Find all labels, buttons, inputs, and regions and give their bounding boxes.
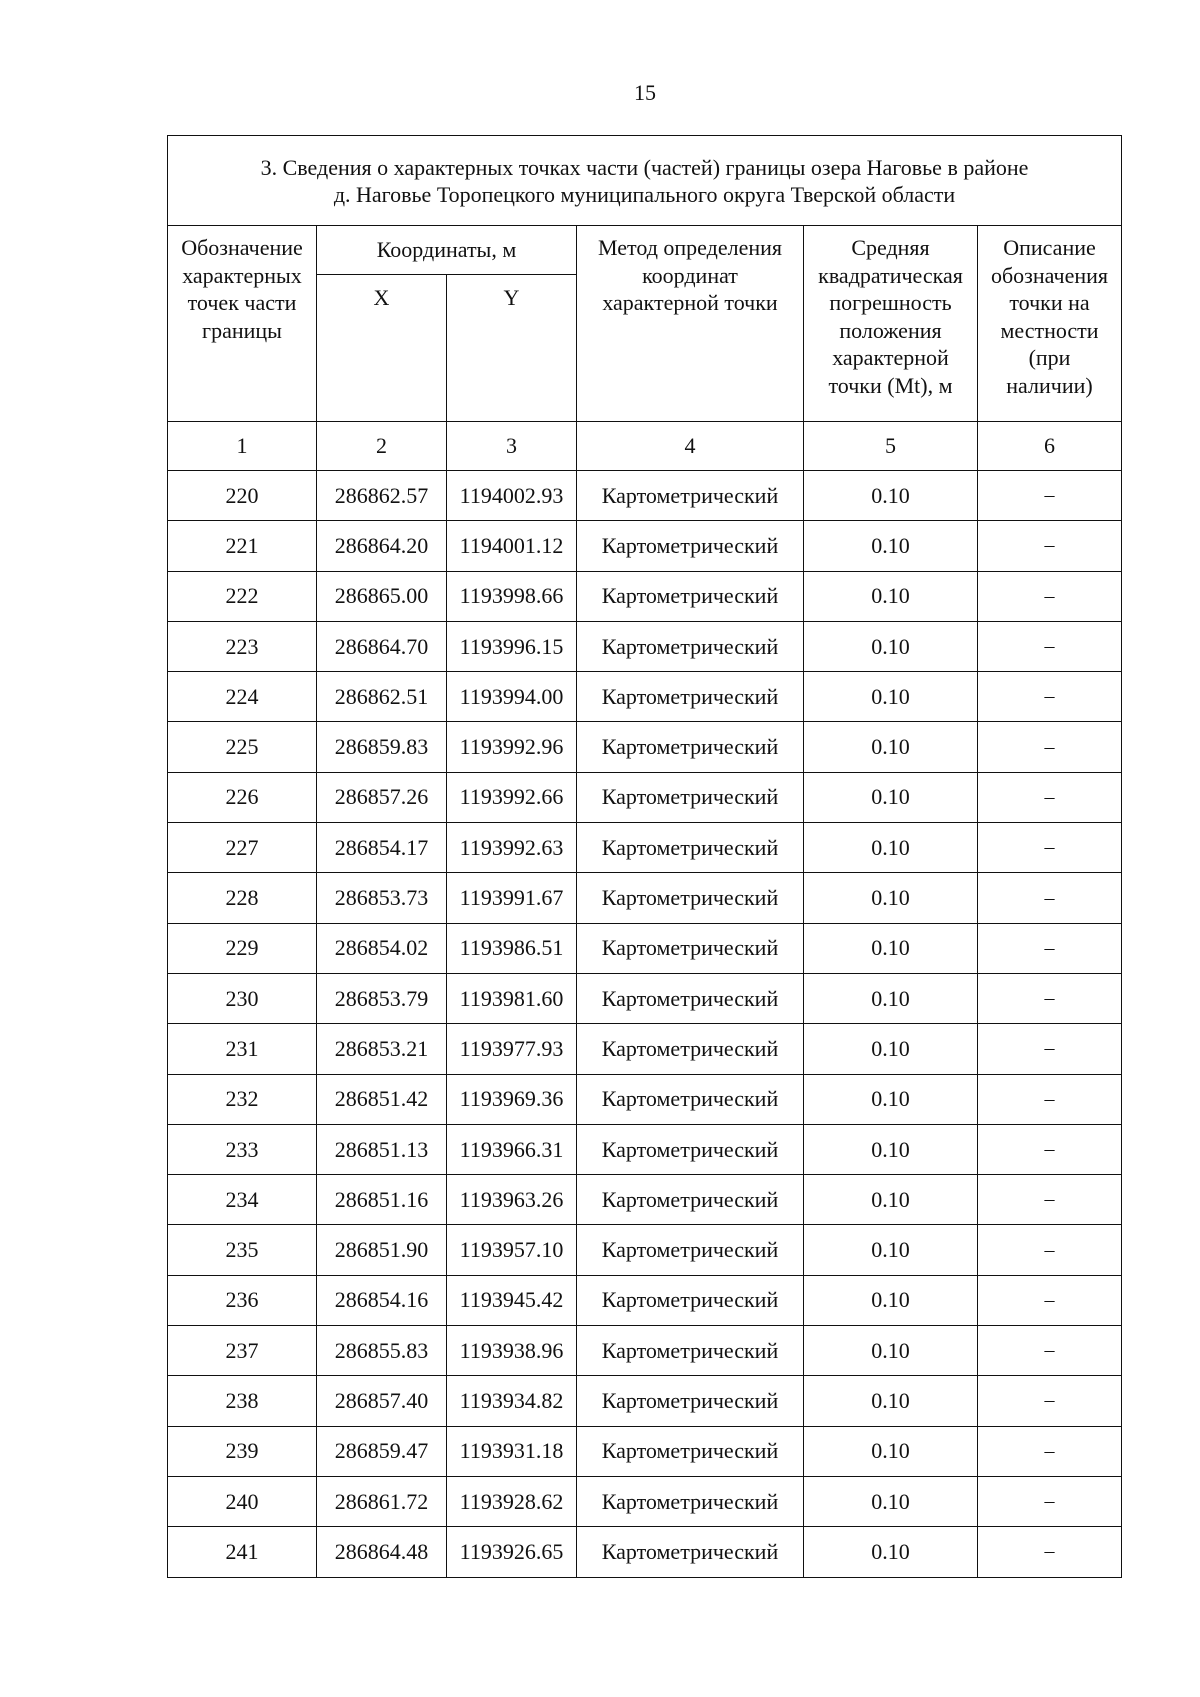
description-cell: – <box>978 1527 1122 1577</box>
method-cell: Картометрический <box>577 973 804 1023</box>
method-cell: Картометрический <box>577 1527 804 1577</box>
x-coordinate-cell: 286859.83 <box>317 722 447 772</box>
x-coordinate-cell: 286853.73 <box>317 873 447 923</box>
accuracy-cell: 0.10 <box>804 772 978 822</box>
method-cell: Картометрический <box>577 521 804 571</box>
method-cell: Картометрический <box>577 1024 804 1074</box>
description-cell: – <box>978 521 1122 571</box>
x-coordinate-cell: 286857.40 <box>317 1376 447 1426</box>
method-cell: Картометрический <box>577 1225 804 1275</box>
point-id-cell: 231 <box>168 1024 317 1074</box>
table-row <box>168 571 1122 621</box>
accuracy-cell: 0.10 <box>804 1376 978 1426</box>
description-cell: – <box>978 1024 1122 1074</box>
x-coordinate-cell: 286854.17 <box>317 823 447 873</box>
point-id-cell: 241 <box>168 1527 317 1577</box>
description-cell: – <box>978 973 1122 1023</box>
table-row <box>168 471 1122 521</box>
x-coordinate-cell: 286854.02 <box>317 923 447 973</box>
accuracy-cell: 0.10 <box>804 1527 978 1577</box>
method-cell: Картометрический <box>577 621 804 671</box>
x-coordinate-cell: 286859.47 <box>317 1426 447 1476</box>
header-designation: Обозначение характерных точек части границы <box>168 226 317 422</box>
point-id-cell: 230 <box>168 973 317 1023</box>
y-coordinate-cell: 1194001.12 <box>447 521 577 571</box>
table-row <box>168 1527 1122 1577</box>
point-id-cell: 233 <box>168 1124 317 1174</box>
method-cell: Картометрический <box>577 1476 804 1526</box>
accuracy-cell: 0.10 <box>804 672 978 722</box>
y-coordinate-cell: 1193992.66 <box>447 772 577 822</box>
table-row <box>168 1426 1122 1476</box>
description-cell: – <box>978 1376 1122 1426</box>
description-cell: – <box>978 823 1122 873</box>
title-line-2: д. Наговье Торопецкого муниципального округа Тверской области <box>333 181 956 207</box>
accuracy-cell: 0.10 <box>804 1326 978 1376</box>
point-id-cell: 234 <box>168 1175 317 1225</box>
y-coordinate-cell: 1193963.26 <box>447 1175 577 1225</box>
accuracy-cell: 0.10 <box>804 521 978 571</box>
accuracy-cell: 0.10 <box>804 1175 978 1225</box>
accuracy-cell: 0.10 <box>804 471 978 521</box>
header-x: X <box>317 275 447 422</box>
x-coordinate-cell: 286864.20 <box>317 521 447 571</box>
x-coordinate-cell: 286865.00 <box>317 571 447 621</box>
method-cell: Картометрический <box>577 1376 804 1426</box>
y-coordinate-cell: 1193994.00 <box>447 672 577 722</box>
method-cell: Картометрический <box>577 1326 804 1376</box>
y-coordinate-cell: 1193934.82 <box>447 1376 577 1426</box>
y-coordinate-cell: 1193992.63 <box>447 823 577 873</box>
description-cell: – <box>978 722 1122 772</box>
method-cell: Картометрический <box>577 1275 804 1325</box>
method-cell: Картометрический <box>577 1124 804 1174</box>
accuracy-cell: 0.10 <box>804 973 978 1023</box>
table-row <box>168 521 1122 571</box>
y-coordinate-cell: 1193992.96 <box>447 722 577 772</box>
point-id-cell: 223 <box>168 621 317 671</box>
x-coordinate-cell: 286853.79 <box>317 973 447 1023</box>
method-cell: Картометрический <box>577 571 804 621</box>
table-row <box>168 1326 1122 1376</box>
table-row <box>168 873 1122 923</box>
description-cell: – <box>978 672 1122 722</box>
point-id-cell: 240 <box>168 1476 317 1526</box>
column-number: 5 <box>804 422 978 471</box>
method-cell: Картометрический <box>577 873 804 923</box>
table-row <box>168 1124 1122 1174</box>
point-id-cell: 232 <box>168 1074 317 1124</box>
accuracy-cell: 0.10 <box>804 823 978 873</box>
y-coordinate-cell: 1193969.36 <box>447 1074 577 1124</box>
table-row <box>168 1024 1122 1074</box>
accuracy-cell: 0.10 <box>804 1476 978 1526</box>
method-cell: Картометрический <box>577 923 804 973</box>
column-number: 4 <box>577 422 804 471</box>
point-id-cell: 235 <box>168 1225 317 1275</box>
table-row <box>168 1225 1122 1275</box>
table-row <box>168 772 1122 822</box>
point-id-cell: 220 <box>168 471 317 521</box>
point-id-cell: 229 <box>168 923 317 973</box>
description-cell: – <box>978 1476 1122 1526</box>
y-coordinate-cell: 1193996.15 <box>447 621 577 671</box>
accuracy-cell: 0.10 <box>804 1124 978 1174</box>
column-number-row <box>168 422 1122 471</box>
y-coordinate-cell: 1193986.51 <box>447 923 577 973</box>
method-cell: Картометрический <box>577 672 804 722</box>
point-id-cell: 221 <box>168 521 317 571</box>
y-coordinate-cell: 1193991.67 <box>447 873 577 923</box>
point-id-cell: 228 <box>168 873 317 923</box>
table-row <box>168 672 1122 722</box>
accuracy-cell: 0.10 <box>804 923 978 973</box>
x-coordinate-cell: 286855.83 <box>317 1326 447 1376</box>
column-number: 1 <box>168 422 317 471</box>
point-id-cell: 225 <box>168 722 317 772</box>
description-cell: – <box>978 1275 1122 1325</box>
column-number: 3 <box>447 422 577 471</box>
y-coordinate-cell: 1193938.96 <box>447 1326 577 1376</box>
accuracy-cell: 0.10 <box>804 1074 978 1124</box>
column-number: 2 <box>317 422 447 471</box>
description-cell: – <box>978 1124 1122 1174</box>
header-accuracy: Средняя квадратическая погрешность положения характерной точки (Mt), м <box>804 226 978 422</box>
x-coordinate-cell: 286851.42 <box>317 1074 447 1124</box>
accuracy-cell: 0.10 <box>804 571 978 621</box>
method-cell: Картометрический <box>577 772 804 822</box>
method-cell: Картометрический <box>577 722 804 772</box>
accuracy-cell: 0.10 <box>804 873 978 923</box>
method-cell: Картометрический <box>577 823 804 873</box>
accuracy-cell: 0.10 <box>804 1426 978 1476</box>
x-coordinate-cell: 286853.21 <box>317 1024 447 1074</box>
accuracy-cell: 0.10 <box>804 722 978 772</box>
description-cell: – <box>978 621 1122 671</box>
header-description: Описание обозначения точки на местности (при наличии) <box>978 226 1122 422</box>
accuracy-cell: 0.10 <box>804 621 978 671</box>
point-id-cell: 239 <box>168 1426 317 1476</box>
description-cell: – <box>978 1074 1122 1124</box>
x-coordinate-cell: 286851.16 <box>317 1175 447 1225</box>
column-number: 6 <box>978 422 1122 471</box>
table-row <box>168 1175 1122 1225</box>
table-row <box>168 621 1122 671</box>
table-title-row <box>168 136 1122 226</box>
y-coordinate-cell: 1193931.18 <box>447 1426 577 1476</box>
y-coordinate-cell: 1193957.10 <box>447 1225 577 1275</box>
description-cell: – <box>978 1175 1122 1225</box>
x-coordinate-cell: 286864.70 <box>317 621 447 671</box>
x-coordinate-cell: 286862.57 <box>317 471 447 521</box>
header-coordinates: Координаты, м <box>317 226 577 275</box>
point-id-cell: 236 <box>168 1275 317 1325</box>
x-coordinate-cell: 286861.72 <box>317 1476 447 1526</box>
table-row <box>168 1376 1122 1426</box>
method-cell: Картометрический <box>577 1175 804 1225</box>
y-coordinate-cell: 1193977.93 <box>447 1024 577 1074</box>
table-row <box>168 823 1122 873</box>
table-title <box>168 136 1122 226</box>
description-cell: – <box>978 571 1122 621</box>
x-coordinate-cell: 286854.16 <box>317 1275 447 1325</box>
point-id-cell: 226 <box>168 772 317 822</box>
y-coordinate-cell: 1193928.62 <box>447 1476 577 1526</box>
x-coordinate-cell: 286864.48 <box>317 1527 447 1577</box>
table-row <box>168 923 1122 973</box>
table-row <box>168 1074 1122 1124</box>
method-cell: Картометрический <box>577 471 804 521</box>
y-coordinate-cell: 1193966.31 <box>447 1124 577 1174</box>
boundary-points-table <box>167 135 1122 1578</box>
y-coordinate-cell: 1193926.65 <box>447 1527 577 1577</box>
point-id-cell: 222 <box>168 571 317 621</box>
description-cell: – <box>978 1326 1122 1376</box>
description-cell: – <box>978 772 1122 822</box>
accuracy-cell: 0.10 <box>804 1024 978 1074</box>
description-cell: – <box>978 471 1122 521</box>
header-row-1 <box>168 226 1122 275</box>
accuracy-cell: 0.10 <box>804 1275 978 1325</box>
method-cell: Картометрический <box>577 1074 804 1124</box>
y-coordinate-cell: 1193945.42 <box>447 1275 577 1325</box>
page-number: 15 <box>634 80 656 105</box>
y-coordinate-cell: 1193981.60 <box>447 973 577 1023</box>
accuracy-cell: 0.10 <box>804 1225 978 1275</box>
description-cell: – <box>978 1426 1122 1476</box>
point-id-cell: 227 <box>168 823 317 873</box>
description-cell: – <box>978 1225 1122 1275</box>
y-coordinate-cell: 1194002.93 <box>447 471 577 521</box>
method-cell: Картометрический <box>577 1426 804 1476</box>
header-y: Y <box>447 275 577 422</box>
table-row <box>168 722 1122 772</box>
x-coordinate-cell: 286851.13 <box>317 1124 447 1174</box>
description-cell: – <box>978 873 1122 923</box>
table-row <box>168 1476 1122 1526</box>
point-id-cell: 237 <box>168 1326 317 1376</box>
header-method: Метод определения координат характерной точки <box>577 226 804 422</box>
title-line-1: 3. Сведения о характерных точках части (частей) границы озера Наговье в районе <box>260 154 1029 180</box>
description-cell: – <box>978 923 1122 973</box>
table-row <box>168 1275 1122 1325</box>
table-body <box>168 471 1122 1578</box>
y-coordinate-cell: 1193998.66 <box>447 571 577 621</box>
x-coordinate-cell: 286862.51 <box>317 672 447 722</box>
point-id-cell: 224 <box>168 672 317 722</box>
point-id-cell: 238 <box>168 1376 317 1426</box>
x-coordinate-cell: 286857.26 <box>317 772 447 822</box>
x-coordinate-cell: 286851.90 <box>317 1225 447 1275</box>
table-row <box>168 973 1122 1023</box>
